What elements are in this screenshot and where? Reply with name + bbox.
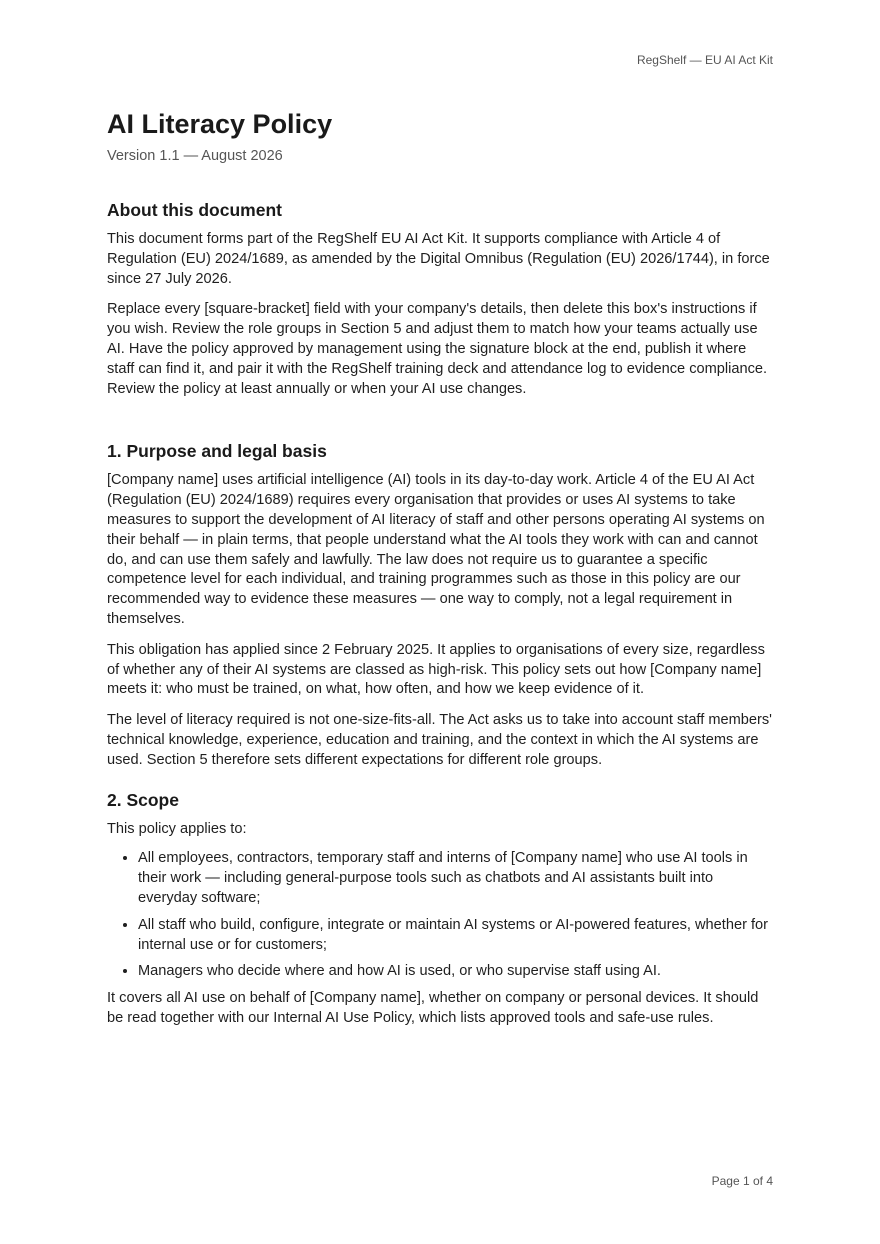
section-1-paragraph-1: [Company name] uses artificial intelligence (AI) tools in its day-to-day work. Article 4 of the EU AI Act (Regulation (EU) 2024/1689) requires every organisation that provides or uses AI systems to take measures to support the development of AI literacy of staff and other persons operating AI systems on their behalf — in plain terms, that people understand what the AI tools they work with can and cannot do, and can use them safely and lawfully. The law does not require us to guarantee a specific competence level for each individual, and training programmes such as those in this policy are our recommended way to evidence these measures — one way to comply, not a legal requirement in themselves. xyxy=(107,472,765,627)
about-heading: About this document xyxy=(107,200,282,220)
section-1-paragraph-2: This obligation has applied since 2 February 2025. It applies to organisations of every size, regardless of whether any of their AI systems are classed as high-risk. This policy sets out how [Company name] meets it: who must be trained, on what, how often, and how we keep evidence of it. xyxy=(107,641,765,698)
scope-list-item: • Managers who decide where and how AI is used, or who supervise staff using AI. xyxy=(138,962,774,982)
document-body xyxy=(107,106,774,1029)
document-title: AI Literacy Policy xyxy=(107,109,333,139)
about-paragraph-2: Replace every [square-bracket] field with your company's details, then delete this box's instructions if you wish. Review the role groups in Section 5 and adjust them to match how your teams actually use AI. Have the policy approved by management using the signature block at the end, publish it where staff can find it, and pair it with the RegShelf training deck and attendance log to evidence compliance. Review the policy at least annually or when your AI use changes. xyxy=(107,301,768,397)
scope-list xyxy=(107,849,774,982)
section-1-paragraph-3: The level of literacy required is not one-size-fits-all. The Act asks us to take into account staff members' technical knowledge, experience, education and training, and the context in which the AI systems are used. Section 5 therefore sets different expectations for different role groups. xyxy=(107,712,772,768)
running-header: RegShelf — EU AI Act Kit xyxy=(636,53,773,67)
scope-list-item: • All employees, contractors, temporary staff and interns of [Company name] who use AI tools in their work — including general-purpose tools such as chatbots and AI assistants built into everyday software; xyxy=(138,849,774,908)
section-2-heading: 2. Scope xyxy=(107,789,179,810)
section-1-heading: 1. Purpose and legal basis xyxy=(107,441,327,462)
document-version: Version 1.1 — August 2026 xyxy=(107,148,283,164)
section-2-closing: It covers all AI use on behalf of [Company name], whether on company or personal devices. It should be read together with our Internal AI Use Policy, which lists approved tools and safe-use rules. xyxy=(107,990,759,1026)
scope-list-item: • All staff who build, configure, integrate or maintain AI systems or AI-powered features, whether for internal use or for customers; xyxy=(138,916,774,956)
about-paragraph-1: This document forms part of the RegShelf EU AI Act Kit. It supports compliance with Article 4 of Regulation (EU) 2024/1689, as amended by the Digital Omnibus (Regulation (EU) 2026/1744), in force since 27 July 2026. xyxy=(107,231,770,287)
page-number: Page 1 of 4 xyxy=(711,1174,773,1188)
section-2-intro: This policy applies to: xyxy=(107,820,247,837)
